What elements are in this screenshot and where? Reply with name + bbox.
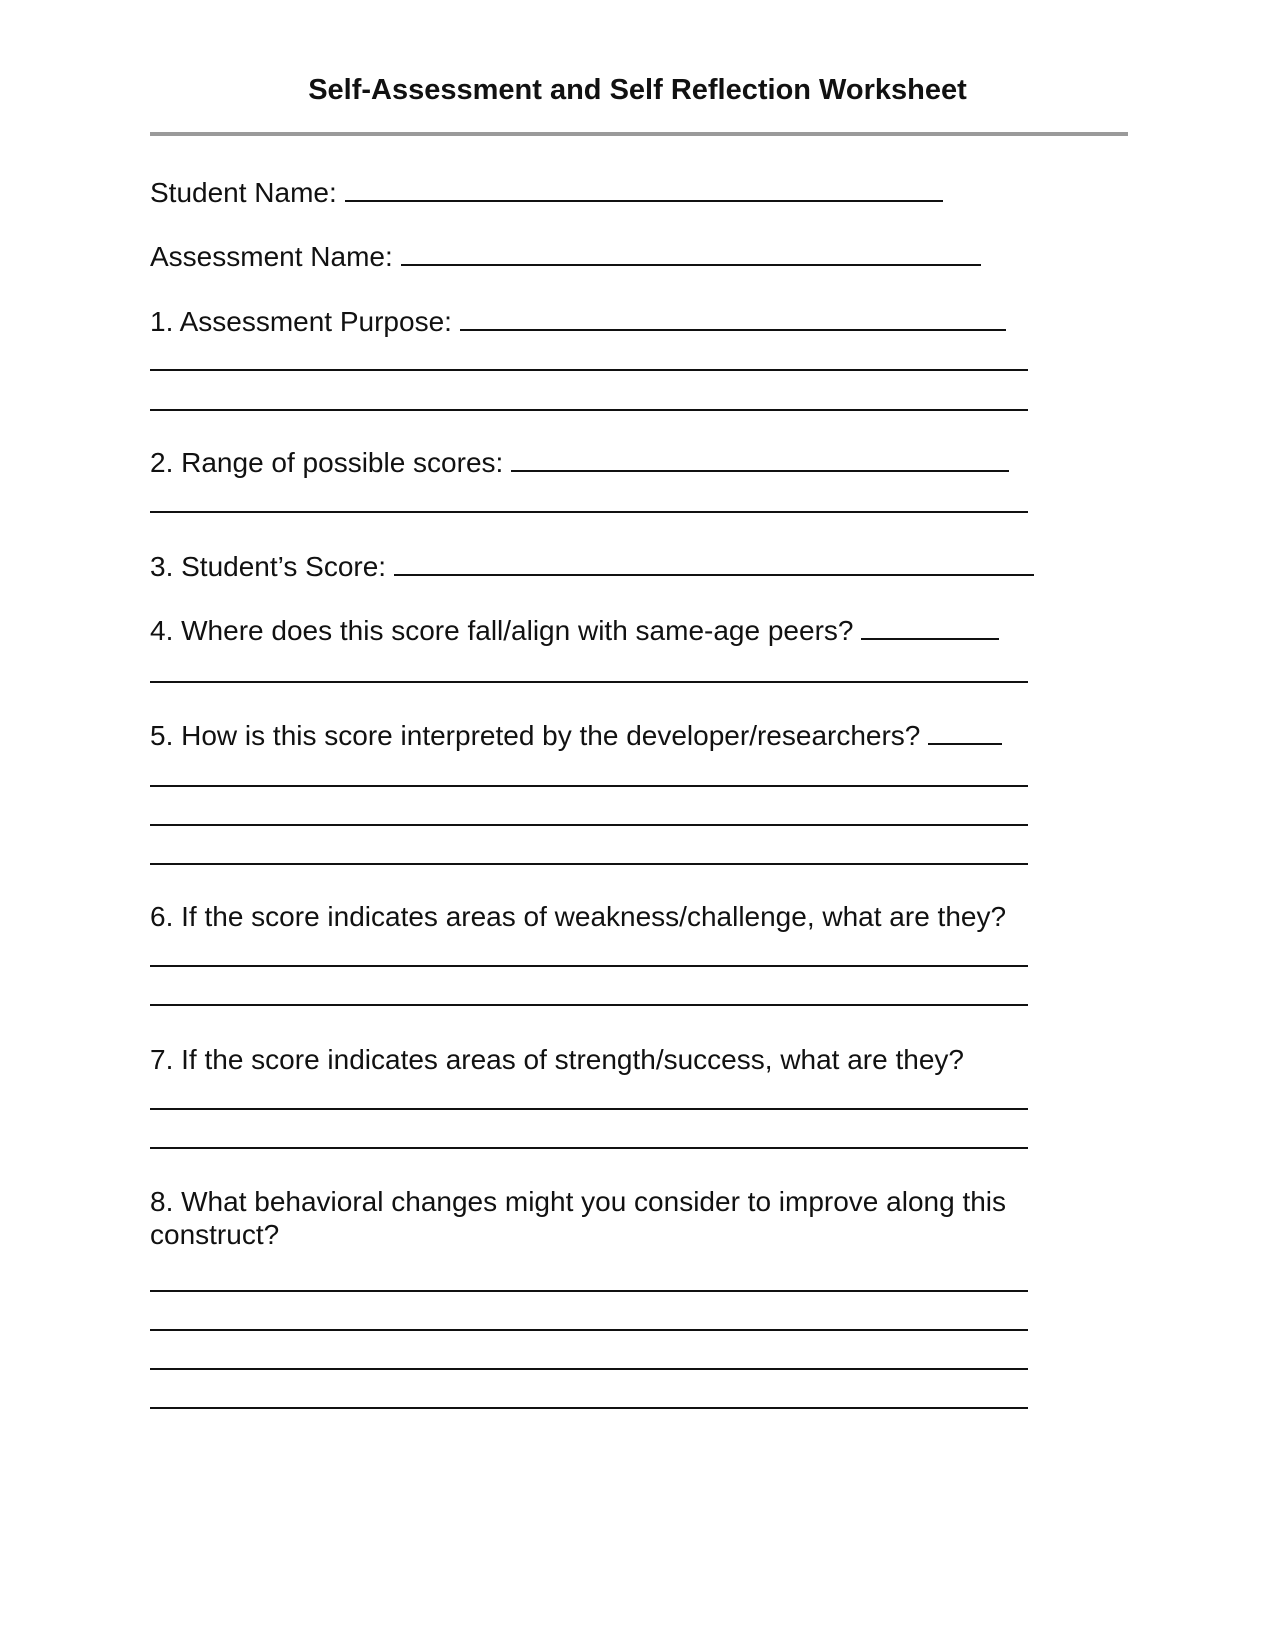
- question-1-label: 1. Assessment Purpose:: [150, 306, 452, 337]
- question-6-label: 6. If the score indicates areas of weakness/challenge, what are they?: [150, 901, 1007, 932]
- question-8-answer-line[interactable]: [150, 1407, 1028, 1409]
- question-7-row: [150, 1043, 964, 1077]
- question-1-answer-line[interactable]: [150, 409, 1028, 411]
- question-1-blank[interactable]: [460, 307, 1006, 331]
- title-divider: [150, 132, 1128, 136]
- question-2-blank[interactable]: [511, 448, 1009, 472]
- question-8-answer-line[interactable]: [150, 1329, 1028, 1331]
- assessment-name-row: [150, 240, 981, 274]
- question-5-answer-line[interactable]: [150, 785, 1028, 787]
- question-4-blank[interactable]: [861, 616, 999, 640]
- question-8-label-continued: construct?: [150, 1219, 280, 1250]
- question-2-label: 2. Range of possible scores:: [150, 447, 504, 478]
- assessment-name-label: Assessment Name:: [150, 241, 393, 272]
- question-5-blank[interactable]: [928, 721, 1002, 745]
- question-4-label: 4. Where does this score fall/align with same-age peers?: [150, 615, 854, 646]
- question-5-label: 5. How is this score interpreted by the developer/researchers?: [150, 720, 921, 751]
- question-5-row: [150, 719, 1002, 753]
- question-3-blank[interactable]: [394, 552, 1034, 576]
- question-4-answer-line[interactable]: [150, 681, 1028, 683]
- question-8-answer-line[interactable]: [150, 1290, 1028, 1292]
- question-6-row: [150, 900, 1006, 934]
- assessment-name-blank[interactable]: [401, 242, 981, 266]
- question-8-answer-line[interactable]: [150, 1368, 1028, 1370]
- student-name-blank[interactable]: [345, 178, 943, 202]
- question-1-row: [150, 305, 1006, 339]
- question-5-answer-line[interactable]: [150, 824, 1028, 826]
- question-6-answer-line[interactable]: [150, 1004, 1028, 1006]
- question-7-label: 7. If the score indicates areas of strength/success, what are they?: [150, 1044, 964, 1075]
- question-6-answer-line[interactable]: [150, 965, 1028, 967]
- question-2-answer-line[interactable]: [150, 511, 1028, 513]
- question-7-answer-line[interactable]: [150, 1108, 1028, 1110]
- question-8-label: 8. What behavioral changes might you consider to improve along this: [150, 1186, 1007, 1217]
- worksheet-title: Self-Assessment and Self Reflection Worksheet: [308, 74, 967, 106]
- question-7-answer-line[interactable]: [150, 1147, 1028, 1149]
- question-8-row-line1: [150, 1185, 1006, 1219]
- question-3-label: 3. Student’s Score:: [150, 551, 387, 582]
- question-2-row: [150, 446, 1009, 480]
- student-name-row: [150, 176, 943, 210]
- student-name-label: Student Name:: [150, 177, 337, 208]
- question-8-row-line2: [150, 1218, 279, 1252]
- question-4-row: [150, 614, 999, 648]
- question-1-answer-line[interactable]: [150, 369, 1028, 371]
- question-5-answer-line[interactable]: [150, 863, 1028, 865]
- question-3-row: [150, 550, 1034, 584]
